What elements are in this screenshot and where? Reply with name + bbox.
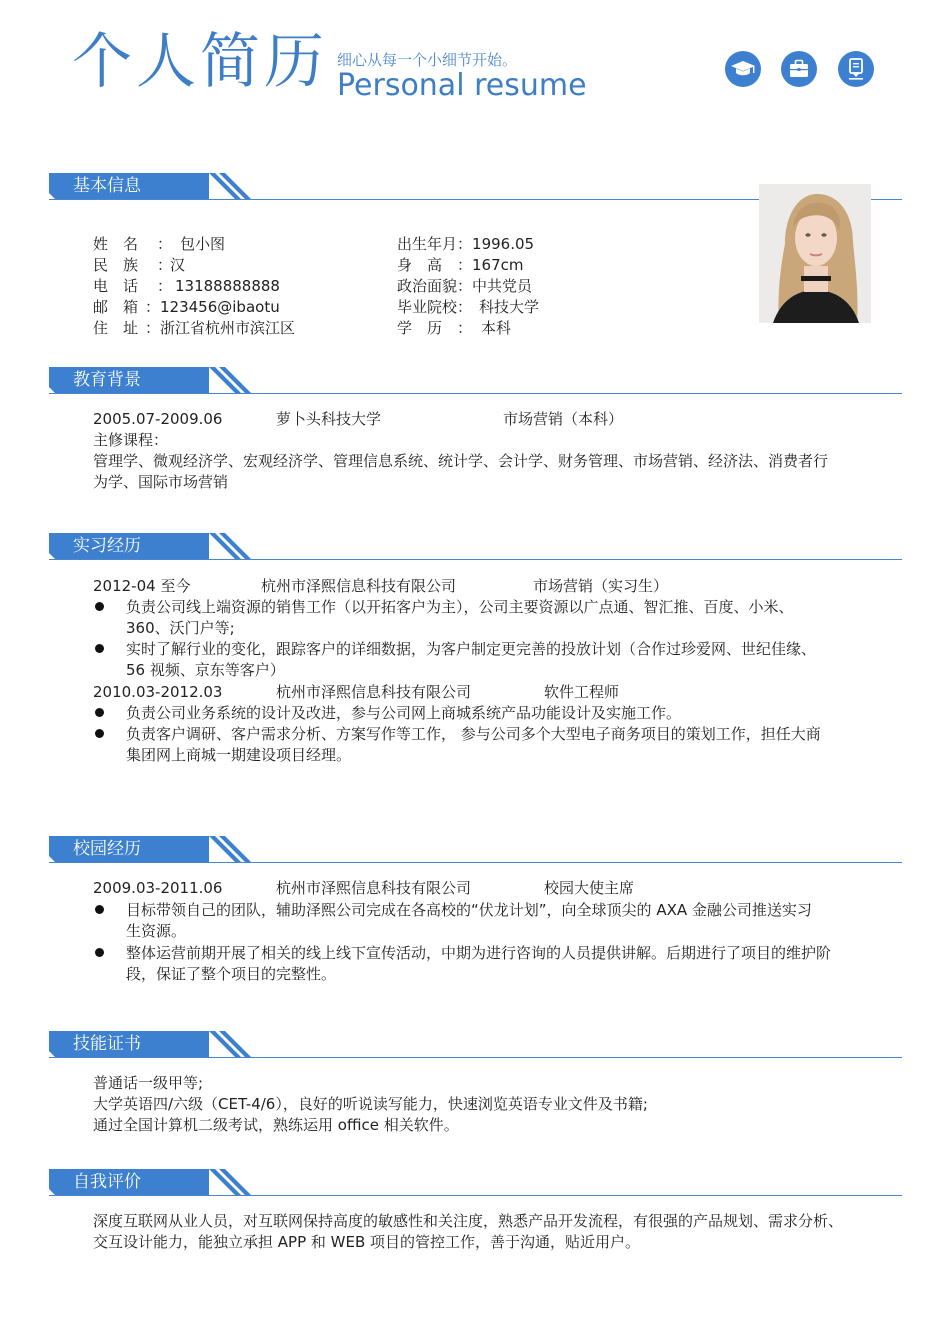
bullet-text: 负责客户调研、客户需求分析、方案写作等工作， 参与公司多个大型电子商务项目的策划工作，担任大商 xyxy=(126,725,821,743)
section-header-education xyxy=(49,367,902,395)
info-label: 政治面貌 xyxy=(397,277,458,295)
skill-line: 普通话一级甲等; xyxy=(93,1074,204,1092)
info-label: 身 高 xyxy=(397,256,443,274)
edu-major: 市场营销（本科） xyxy=(503,410,624,428)
bullet-dot xyxy=(95,644,104,653)
section-title: 基本信息 xyxy=(73,176,141,196)
info-political: 政治面貌：中共党员 xyxy=(397,277,533,295)
bullet-text: 负责公司线上端资源的销售工作（以开拓客户为主），公司主要资源以广点通、智汇推、百度、小米、 xyxy=(126,598,794,616)
bullet-dot xyxy=(95,729,104,738)
briefcase-icon xyxy=(781,51,817,87)
skill-line: 大学英语四/六级（CET-4/6），良好的听说读写能力，快速浏览英语专业文件及书籍; xyxy=(93,1095,648,1113)
bullet-dot xyxy=(95,948,104,957)
info-label: 住 址 xyxy=(93,319,139,337)
info-label: 出生年月 xyxy=(397,235,458,253)
section-header-self-evaluation xyxy=(49,1169,902,1197)
info-value: 1996.05 xyxy=(472,235,535,253)
profile-photo xyxy=(759,184,871,323)
section-header-skills xyxy=(49,1031,902,1059)
info-degree: 学 历 ： 本科 xyxy=(397,319,512,337)
job-period: 2010.03-2012.03 xyxy=(93,683,223,701)
job-period: 2012-04 至今 xyxy=(93,577,191,595)
bullet-text: 56 视频、京东等客户） xyxy=(126,661,285,679)
info-value: 浙江省杭州市滨江区 xyxy=(160,319,296,337)
edu-period: 2005.07-2009.06 xyxy=(93,410,223,428)
info-school: 毕业院校： 科技大学 xyxy=(397,298,540,316)
resume-title-cn: 个人简历 xyxy=(72,27,328,97)
info-value: 167cm xyxy=(472,256,524,274)
job-role: 软件工程师 xyxy=(544,683,620,701)
bullet-dot xyxy=(95,905,104,914)
info-label: 学 历 xyxy=(397,319,443,337)
campus-company: 杭州市泽熙信息科技有限公司 xyxy=(276,879,472,897)
section-title: 校园经历 xyxy=(73,839,141,859)
resume-slogan: 细心从每一个小细节开始。 xyxy=(337,51,518,69)
job-company: 杭州市泽熙信息科技有限公司 xyxy=(261,577,457,595)
info-value: 13188888888 xyxy=(175,277,280,295)
section-title: 实习经历 xyxy=(73,536,141,556)
section-title: 教育背景 xyxy=(73,370,141,390)
bullet-text: 生资源。 xyxy=(126,922,187,940)
info-phone: 电 话 ： 13188888888 xyxy=(93,277,280,295)
info-birth: 出生年月：1996.05 xyxy=(397,235,535,253)
campus-period: 2009.03-2011.06 xyxy=(93,879,223,897)
job-role: 市场营销（实习生） xyxy=(533,577,669,595)
info-height: 身 高 ：167cm xyxy=(397,256,524,274)
info-value: 科技大学 xyxy=(479,298,540,316)
certificate-icon xyxy=(838,51,874,87)
bullet-text: 段，保证了整个项目的完整性。 xyxy=(126,965,337,983)
bullet-dot xyxy=(95,708,104,717)
info-ethnicity: 民 族 ：汉 xyxy=(93,256,186,274)
info-email: 邮 箱 ：123456@ibaotu xyxy=(93,298,280,316)
info-label: 电 话 xyxy=(93,277,139,295)
info-name: 姓 名 ： 包小图 xyxy=(93,235,226,253)
job-company: 杭州市泽熙信息科技有限公司 xyxy=(276,683,472,701)
campus-role: 校园大使主席 xyxy=(544,879,635,897)
section-title: 技能证书 xyxy=(73,1034,141,1054)
bullet-text: 整体运营前期开展了相关的线上线下宣传活动，中期为进行咨询的人员提供讲解。后期进行了项目的维护阶 xyxy=(126,944,832,962)
bullet-text: 360、沃门户等; xyxy=(126,619,235,637)
graduation-cap-icon xyxy=(725,51,761,87)
bullet-dot xyxy=(95,602,104,611)
resume-title-en: Personal resume xyxy=(337,68,587,103)
edu-courses-line: 为学、国际市场营销 xyxy=(93,473,229,491)
self-eval-line: 交互设计能力，能独立承担 APP 和 WEB 项目的管控工作，善于沟通，贴近用户。 xyxy=(93,1233,641,1251)
info-label: 邮 箱 xyxy=(93,298,139,316)
info-value: 汉 xyxy=(170,256,186,274)
skill-line: 通过全国计算机二级考试，熟练运用 office 相关软件。 xyxy=(93,1116,459,1134)
section-header-campus xyxy=(49,836,902,864)
info-label: 民 族 xyxy=(93,256,139,274)
bullet-text: 集团网上商城一期建设项目经理。 xyxy=(126,746,352,764)
info-label: 姓 名 xyxy=(93,235,139,253)
section-title: 自我评价 xyxy=(73,1172,141,1192)
bullet-text: 实时了解行业的变化，跟踪客户的详细数据，为客户制定更完善的投放计划（合作过珍爱网、世纪佳缘、 xyxy=(126,640,817,658)
info-value: 本科 xyxy=(481,319,512,337)
bullet-text: 目标带领自己的团队，辅助泽熙公司完成在各高校的“伏龙计划”，向全球顶尖的 AXA 金融公司推送实习 xyxy=(126,901,812,919)
edu-school: 萝卜头科技大学 xyxy=(276,410,382,428)
info-address: 住 址 ：浙江省杭州市滨江区 xyxy=(93,319,296,337)
info-value: 中共党员 xyxy=(472,277,533,295)
bullet-text: 负责公司业务系统的设计及改进，参与公司网上商城系统产品功能设计及实施工作。 xyxy=(126,704,682,722)
self-eval-line: 深度互联网从业人员，对互联网保持高度的敏感性和关注度，熟悉产品开发流程，有很强的产品规划、需求分析、 xyxy=(93,1212,844,1230)
info-label: 毕业院校 xyxy=(397,298,458,316)
edu-courses-label: 主修课程： xyxy=(93,431,169,449)
section-header-internship xyxy=(49,533,902,561)
edu-courses-line: 管理学、微观经济学、宏观经济学、管理信息系统、统计学、会计学、财务管理、市场营销、经济法、消费者行 xyxy=(93,452,829,470)
info-value: 包小图 xyxy=(180,235,226,253)
info-value: 123456@ibaotu xyxy=(160,298,280,316)
